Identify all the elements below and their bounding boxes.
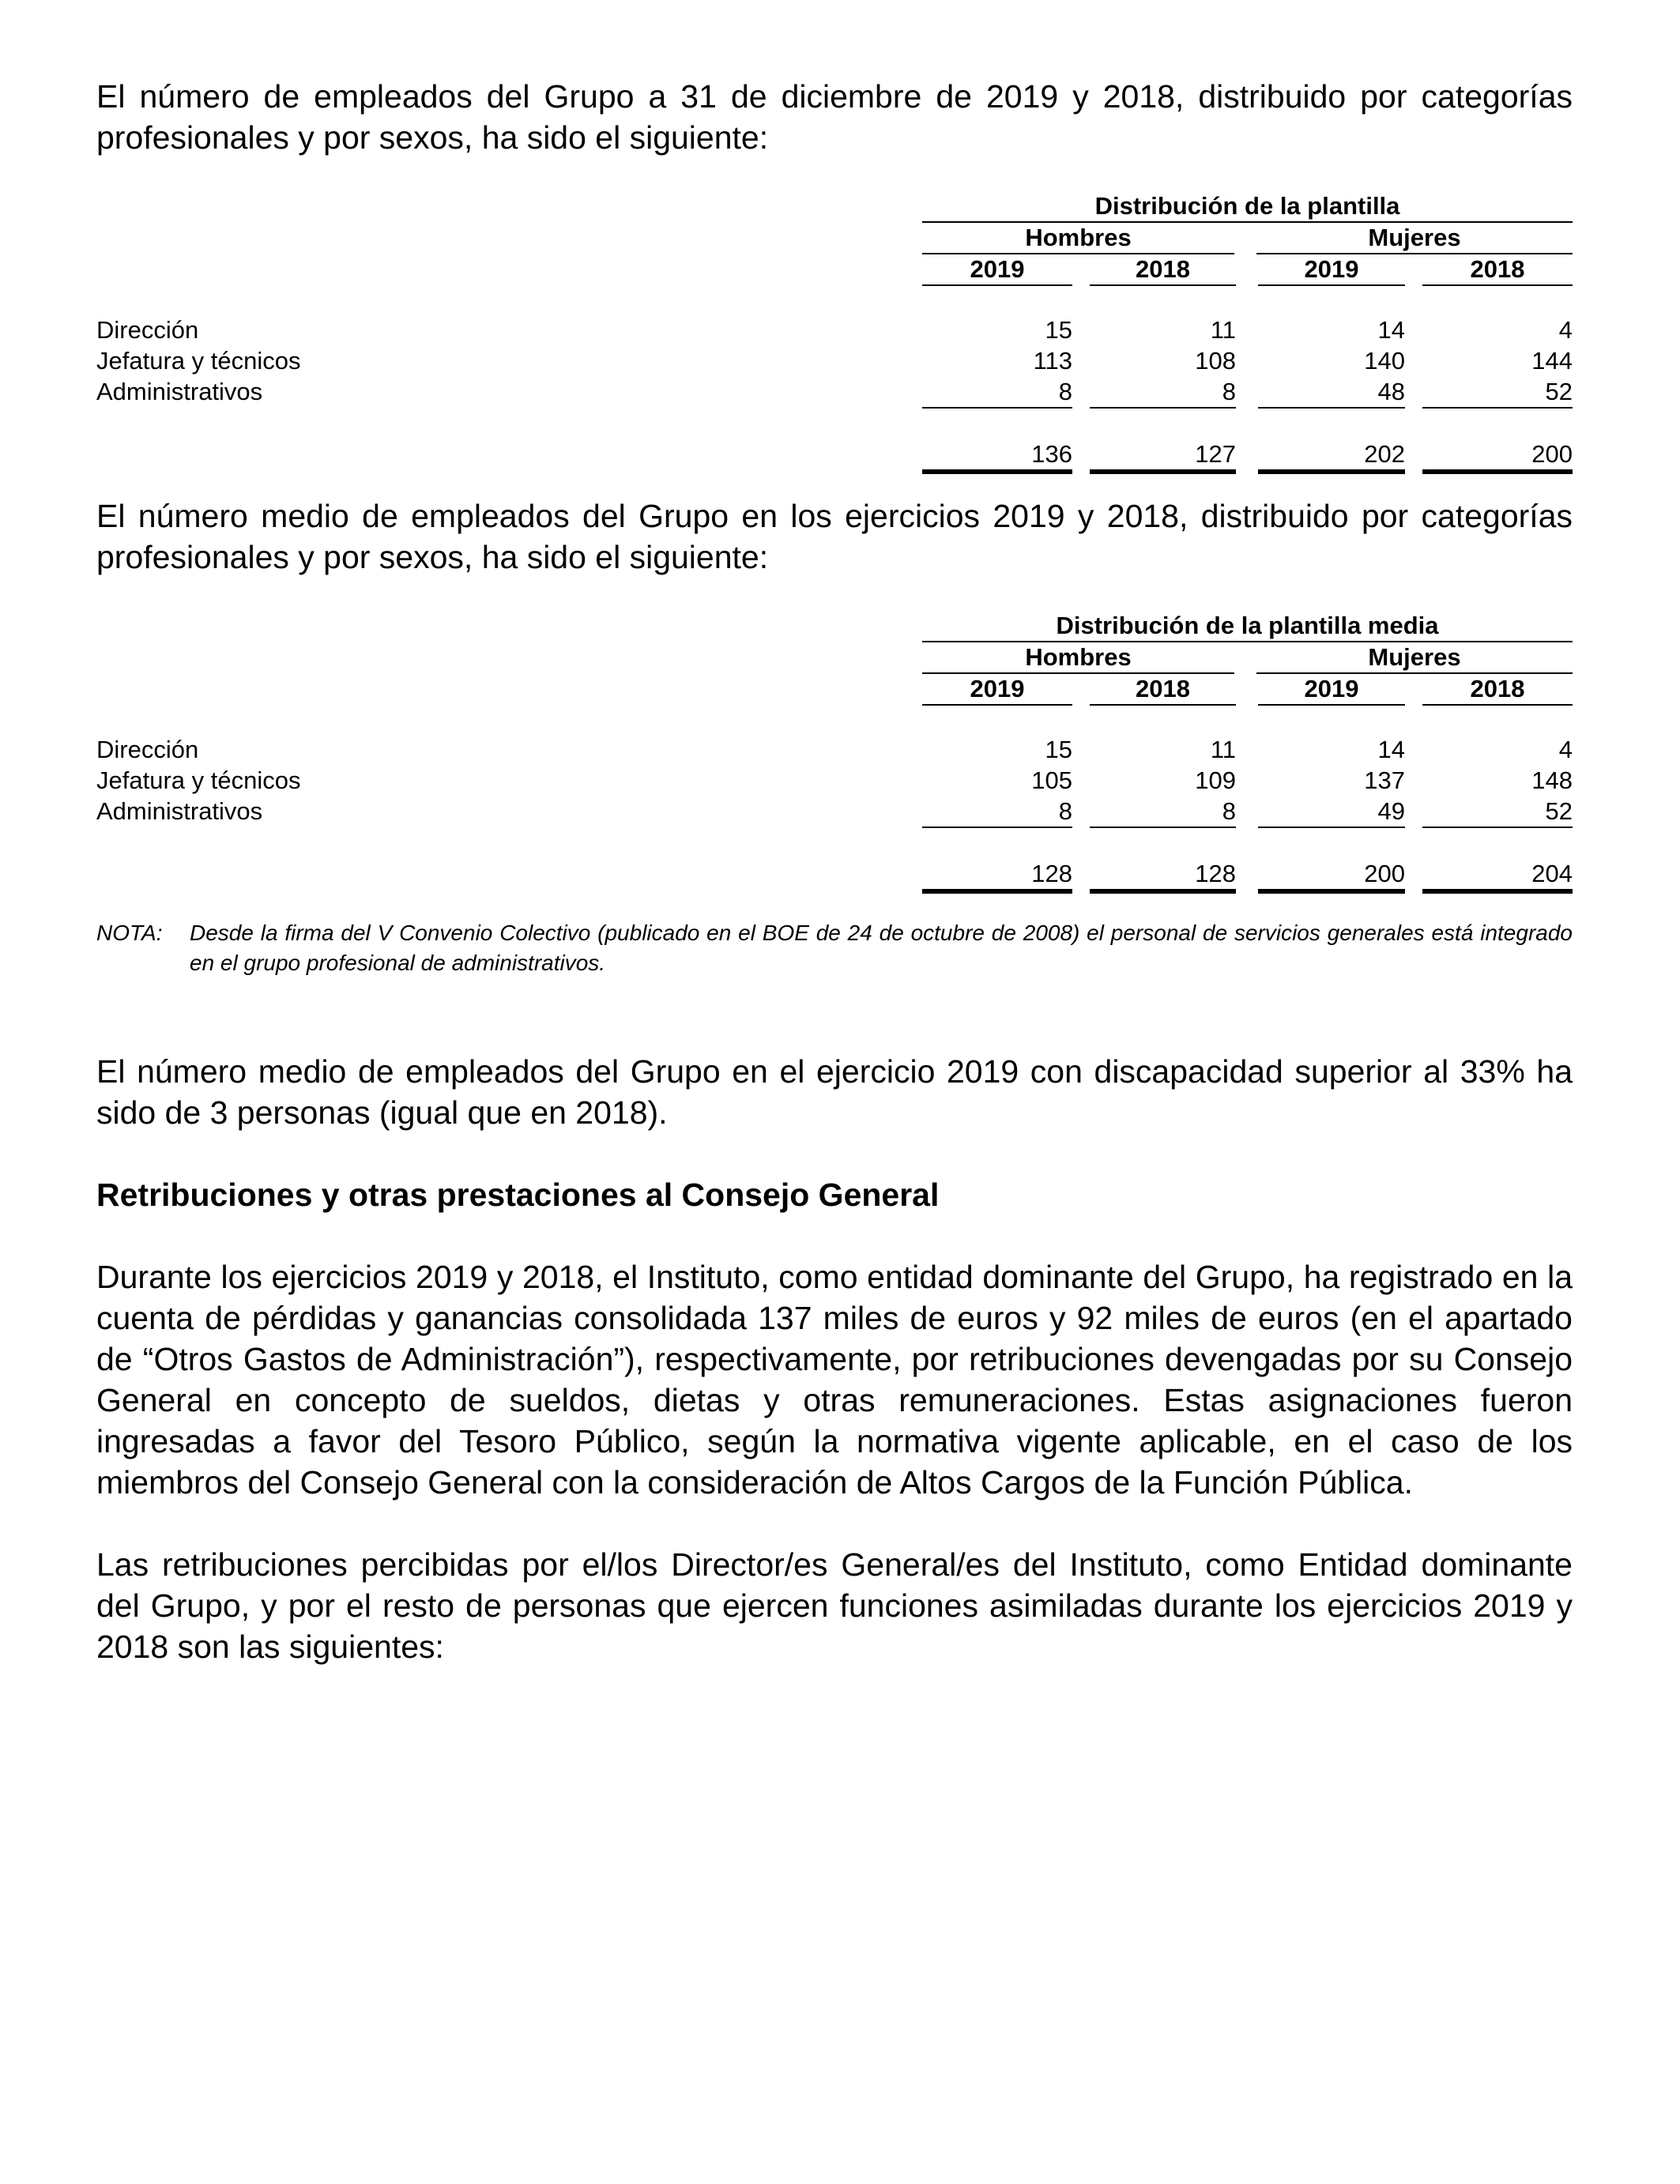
total-cell: 202 [1258,439,1405,474]
intro-paragraph-2: El número medio de empleados del Grupo en los ejercicios 2019 y 2018, distribuido por categorías profesionales y por sexos, ha sido el siguiente: [96,498,1573,575]
note-label: NOTA: [96,921,163,945]
group-header-women: Mujeres [1256,223,1573,254]
row-label-administrativos: Administrativos [96,378,263,405]
year-header: 2019 [922,254,1072,286]
table-cell: 49 [1258,796,1405,828]
retribution-paragraph: Durante los ejercicios 2019 y 2018, el Instituto, como entidad dominante del Grupo, ha registrado en la cuenta de pérdidas y ganancias consolidada 137 miles de euros y 92 miles de euros (en el apartado de “Otros Gastos de Administración”), respectivamente, por retribuciones devengadas por su Consejo General en concepto de sueldos, dietas y otras remuneraciones. Estas asignaciones fueron ingresadas a favor del Tesoro Público, según la normativa vigente aplicable, en el caso de los miembros del Consejo General con la consideración de Altos Cargos de la Función Pública. [96,1259,1573,1501]
table-cell: 137 [1364,766,1405,794]
table-cell: 52 [1422,376,1573,409]
table-cell: 14 [1377,736,1405,763]
group-header-men: Hombres [922,642,1234,674]
row-label-direccion: Dirección [96,736,199,763]
table-cell: 8 [922,376,1072,409]
table-cell: 8 [1090,376,1236,409]
table-cell: 15 [1045,316,1072,344]
disability-paragraph: El número medio de empleados del Grupo en el ejercicio 2019 con discapacidad superior al 33% ha sido de 3 personas (igual que en 2018). [96,1053,1573,1131]
table-cell: 113 [1033,347,1072,375]
table-cell: 140 [1364,347,1405,375]
year-header: 2018 [1422,254,1573,286]
row-label-jefatura: Jefatura y técnicos [96,347,301,375]
table-cell: 144 [1531,347,1573,375]
table-cell: 4 [1558,736,1573,763]
year-header: 2019 [1258,254,1405,286]
table-cell: 109 [1195,766,1236,794]
staff-distribution-table [96,191,1573,495]
row-label-direccion: Dirección [96,316,199,344]
year-header: 2019 [922,674,1072,706]
document-page [96,76,1573,1667]
row-label-administrativos: Administrativos [96,797,263,825]
table-cell: 4 [1558,316,1573,344]
table-title: Distribución de la plantilla [922,191,1573,223]
table-cell: 108 [1195,347,1236,375]
group-header-women: Mujeres [1256,642,1573,674]
table-cell: 8 [1090,796,1236,828]
table-cell: 52 [1422,796,1573,828]
table-cell: 14 [1377,316,1405,344]
table-cell: 148 [1531,766,1573,794]
directors-paragraph: Las retribuciones percibidas por el/los Director/es General/es del Instituto, como Entidad dominante del Grupo, y por el resto de personas que ejercen funciones asimiladas durante los ejercicios 2019 y 2018 son las siguientes: [96,1546,1573,1665]
total-cell: 204 [1422,858,1573,894]
average-staff-distribution-table [96,611,1573,891]
table-title: Distribución de la plantilla media [922,611,1573,642]
table-cell: 48 [1258,376,1405,409]
group-header-men: Hombres [922,223,1234,254]
total-cell: 128 [922,858,1072,894]
year-header: 2018 [1422,674,1573,706]
total-cell: 200 [1258,858,1405,894]
total-cell: 127 [1090,439,1236,474]
total-cell: 136 [922,439,1072,474]
table-cell: 105 [1031,766,1072,794]
total-cell: 128 [1090,858,1236,894]
section-heading: Retribuciones y otras prestaciones al Consejo General [96,1177,940,1213]
table-cell: 11 [1210,736,1236,763]
year-header: 2018 [1090,674,1236,706]
year-header: 2019 [1258,674,1405,706]
row-label-jefatura: Jefatura y técnicos [96,766,301,794]
table-cell: 8 [922,796,1072,828]
note-text: Desde la firma del V Convenio Colectivo (publicado en el BOE de 24 de octubre de 2008) el personal de servicios generales está integrado en el grupo profesional de administrativos. [190,921,1573,975]
table-note [96,918,1573,978]
intro-paragraph-1: El número de empleados del Grupo a 31 de diciembre de 2019 y 2018, distribuido por categorías profesionales y por sexos, ha sido el siguiente: [96,78,1573,156]
year-header: 2018 [1090,254,1236,286]
total-cell: 200 [1422,439,1573,474]
table-cell: 15 [1045,736,1072,763]
table-cell: 11 [1210,316,1236,344]
